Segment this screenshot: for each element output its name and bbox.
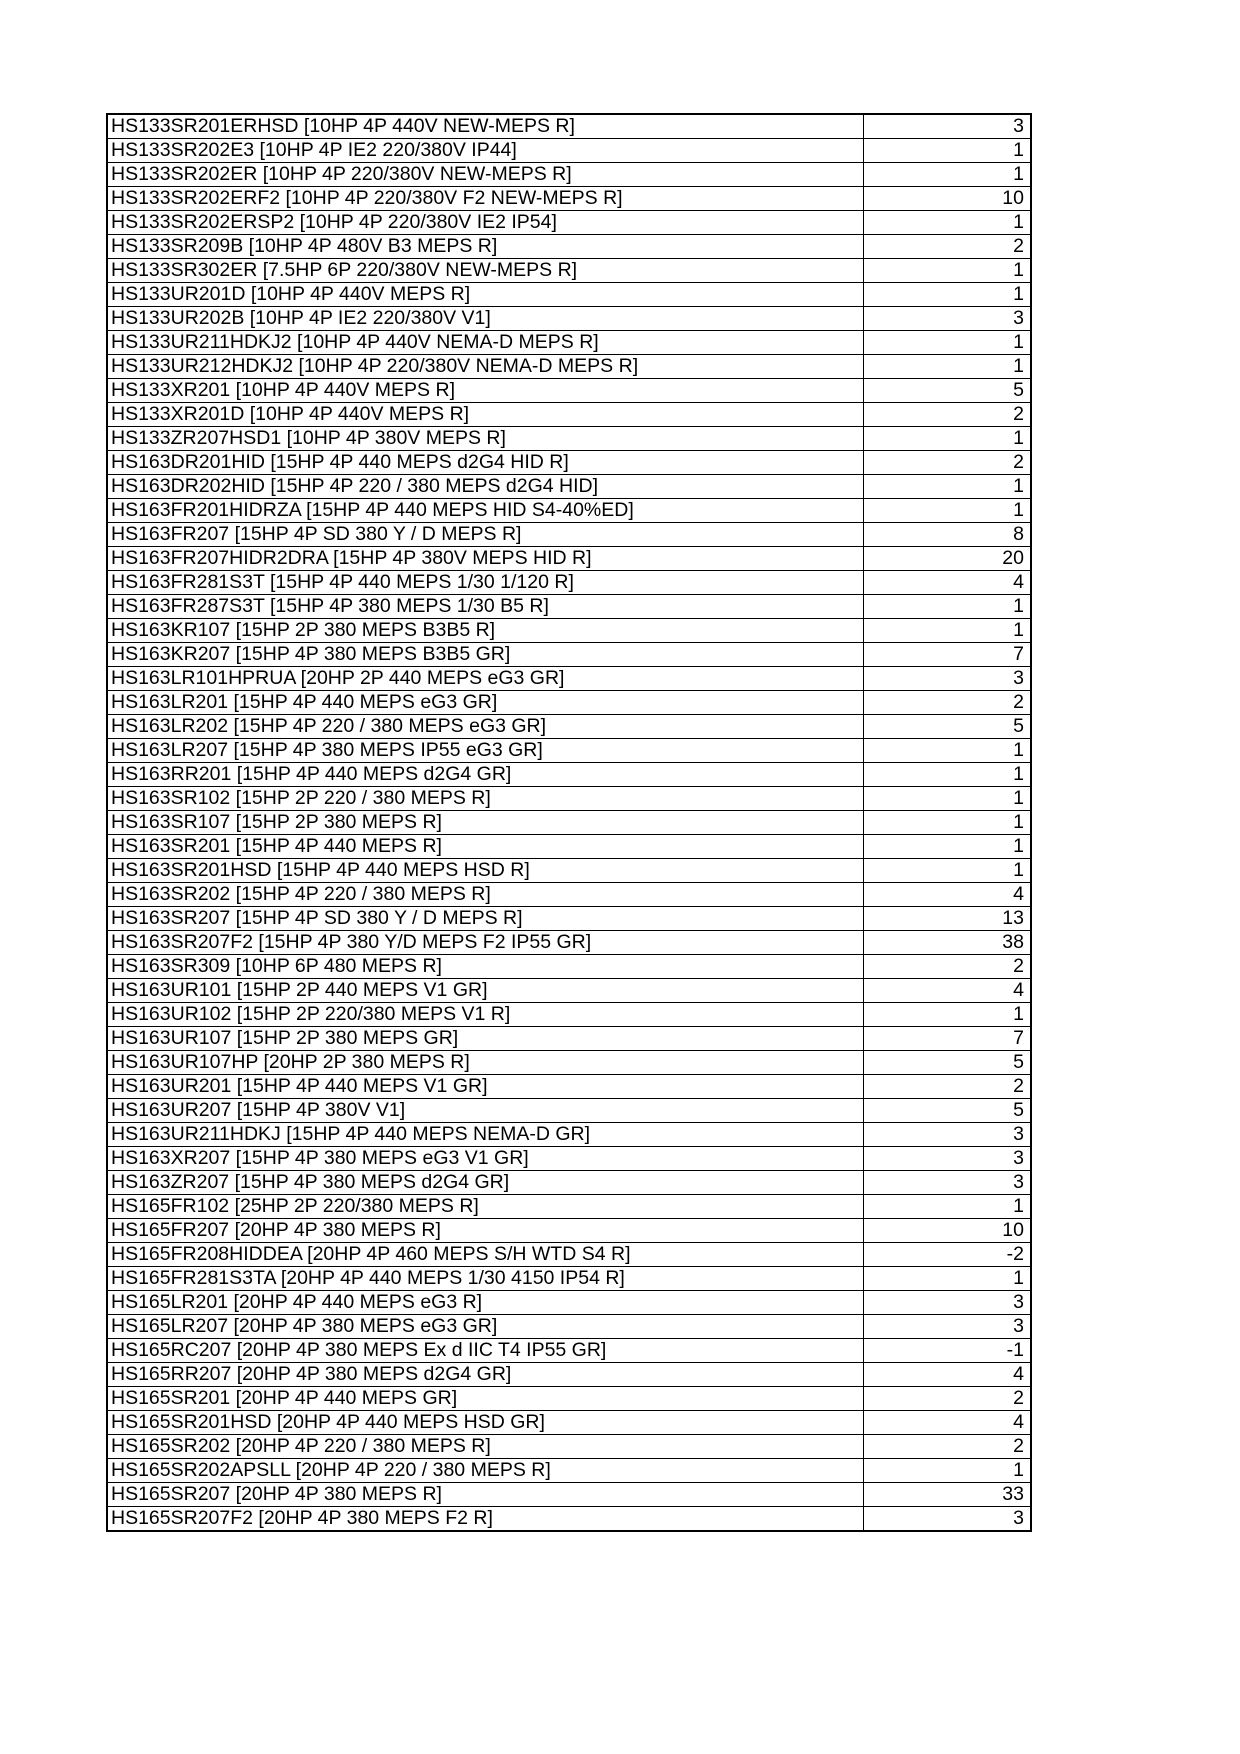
product-description-cell: HS163LR207 [15HP 4P 380 MEPS IP55 eG3 GR] <box>107 739 863 763</box>
table-row <box>107 667 1031 691</box>
inventory-table <box>106 113 1032 1532</box>
table-row <box>107 283 1031 307</box>
table-row <box>107 1243 1031 1267</box>
product-description-cell: HS133SR201ERHSD [10HP 4P 440V NEW-MEPS R] <box>107 114 863 139</box>
quantity-cell: 3 <box>863 1123 1031 1147</box>
product-description-cell: HS163RR201 [15HP 4P 440 MEPS d2G4 GR] <box>107 763 863 787</box>
product-description-cell: HS165FR208HIDDEA [20HP 4P 460 MEPS S/H WTD S4 R] <box>107 1243 863 1267</box>
table-row <box>107 571 1031 595</box>
product-description-cell: HS133UR202B [10HP 4P IE2 220/380V V1] <box>107 307 863 331</box>
product-description-cell: HS163UR107HP [20HP 2P 380 MEPS R] <box>107 1051 863 1075</box>
table-row <box>107 1411 1031 1435</box>
quantity-cell: 38 <box>863 931 1031 955</box>
table-row <box>107 1027 1031 1051</box>
product-description-cell: HS165SR207 [20HP 4P 380 MEPS R] <box>107 1483 863 1507</box>
quantity-cell: 3 <box>863 114 1031 139</box>
product-description-cell: HS163KR107 [15HP 2P 380 MEPS B3B5 R] <box>107 619 863 643</box>
quantity-cell: 5 <box>863 1051 1031 1075</box>
product-description-cell: HS133SR302ER [7.5HP 6P 220/380V NEW-MEPS R] <box>107 259 863 283</box>
quantity-cell: 4 <box>863 883 1031 907</box>
quantity-cell: 1 <box>863 475 1031 499</box>
table-row <box>107 1459 1031 1483</box>
inventory-table-body <box>107 114 1031 1531</box>
table-row <box>107 403 1031 427</box>
quantity-cell: 4 <box>863 571 1031 595</box>
quantity-cell: 5 <box>863 1099 1031 1123</box>
quantity-cell: 1 <box>863 163 1031 187</box>
product-description-cell: HS165SR201 [20HP 4P 440 MEPS GR] <box>107 1387 863 1411</box>
product-description-cell: HS163XR207 [15HP 4P 380 MEPS eG3 V1 GR] <box>107 1147 863 1171</box>
product-description-cell: HS163SR309 [10HP 6P 480 MEPS R] <box>107 955 863 979</box>
product-description-cell: HS163SR207F2 [15HP 4P 380 Y/D MEPS F2 IP55 GR] <box>107 931 863 955</box>
table-row <box>107 499 1031 523</box>
quantity-cell: 2 <box>863 1435 1031 1459</box>
quantity-cell: 10 <box>863 187 1031 211</box>
table-row <box>107 235 1031 259</box>
quantity-cell: 1 <box>863 355 1031 379</box>
product-description-cell: HS163SR102 [15HP 2P 220 / 380 MEPS R] <box>107 787 863 811</box>
product-description-cell: HS133UR212HDKJ2 [10HP 4P 220/380V NEMA-D MEPS R] <box>107 355 863 379</box>
product-description-cell: HS165SR207F2 [20HP 4P 380 MEPS F2 R] <box>107 1507 863 1532</box>
quantity-cell: 2 <box>863 451 1031 475</box>
table-row <box>107 211 1031 235</box>
product-description-cell: HS165LR201 [20HP 4P 440 MEPS eG3 R] <box>107 1291 863 1315</box>
quantity-cell: 7 <box>863 643 1031 667</box>
product-description-cell: HS163SR107 [15HP 2P 380 MEPS R] <box>107 811 863 835</box>
quantity-cell: 1 <box>863 139 1031 163</box>
table-row <box>107 1315 1031 1339</box>
product-description-cell: HS163ZR207 [15HP 4P 380 MEPS d2G4 GR] <box>107 1171 863 1195</box>
quantity-cell: 13 <box>863 907 1031 931</box>
table-row <box>107 1339 1031 1363</box>
product-description-cell: HS163DR201HID [15HP 4P 440 MEPS d2G4 HID R] <box>107 451 863 475</box>
table-row <box>107 475 1031 499</box>
quantity-cell: 1 <box>863 739 1031 763</box>
table-row <box>107 811 1031 835</box>
table-row <box>107 691 1031 715</box>
product-description-cell: HS133UR211HDKJ2 [10HP 4P 440V NEMA-D MEPS R] <box>107 331 863 355</box>
product-description-cell: HS165SR201HSD [20HP 4P 440 MEPS HSD GR] <box>107 1411 863 1435</box>
product-description-cell: HS163DR202HID [15HP 4P 220 / 380 MEPS d2G4 HID] <box>107 475 863 499</box>
product-description-cell: HS163FR201HIDRZA [15HP 4P 440 MEPS HID S4-40%ED] <box>107 499 863 523</box>
quantity-cell: 3 <box>863 1171 1031 1195</box>
table-row <box>107 451 1031 475</box>
quantity-cell: 3 <box>863 1507 1031 1532</box>
table-row <box>107 955 1031 979</box>
product-description-cell: HS163UR201 [15HP 4P 440 MEPS V1 GR] <box>107 1075 863 1099</box>
quantity-cell: 3 <box>863 1315 1031 1339</box>
quantity-cell: 10 <box>863 1219 1031 1243</box>
product-description-cell: HS133XR201D [10HP 4P 440V MEPS R] <box>107 403 863 427</box>
table-row <box>107 619 1031 643</box>
table-row <box>107 379 1031 403</box>
product-description-cell: HS163LR101HPRUA [20HP 2P 440 MEPS eG3 GR] <box>107 667 863 691</box>
quantity-cell: 3 <box>863 1291 1031 1315</box>
table-row <box>107 163 1031 187</box>
product-description-cell: HS163FR207HIDR2DRA [15HP 4P 380V MEPS HID R] <box>107 547 863 571</box>
table-row <box>107 931 1031 955</box>
product-description-cell: HS163LR201 [15HP 4P 440 MEPS eG3 GR] <box>107 691 863 715</box>
product-description-cell: HS165RC207 [20HP 4P 380 MEPS Ex d IIC T4 IP55 GR] <box>107 1339 863 1363</box>
product-description-cell: HS165FR102 [25HP 2P 220/380 MEPS R] <box>107 1195 863 1219</box>
table-row <box>107 1075 1031 1099</box>
product-description-cell: HS165SR202APSLL [20HP 4P 220 / 380 MEPS R] <box>107 1459 863 1483</box>
table-row <box>107 835 1031 859</box>
product-description-cell: HS163FR281S3T [15HP 4P 440 MEPS 1/30 1/120 R] <box>107 571 863 595</box>
table-row <box>107 1291 1031 1315</box>
table-row <box>107 1507 1031 1532</box>
product-description-cell: HS133UR201D [10HP 4P 440V MEPS R] <box>107 283 863 307</box>
product-description-cell: HS133XR201 [10HP 4P 440V MEPS R] <box>107 379 863 403</box>
quantity-cell: 1 <box>863 1459 1031 1483</box>
quantity-cell: 2 <box>863 235 1031 259</box>
table-row <box>107 1099 1031 1123</box>
product-description-cell: HS163SR201 [15HP 4P 440 MEPS R] <box>107 835 863 859</box>
table-row <box>107 763 1031 787</box>
quantity-cell: -2 <box>863 1243 1031 1267</box>
product-description-cell: HS163KR207 [15HP 4P 380 MEPS B3B5 GR] <box>107 643 863 667</box>
quantity-cell: 1 <box>863 1195 1031 1219</box>
product-description-cell: HS163UR107 [15HP 2P 380 MEPS GR] <box>107 1027 863 1051</box>
quantity-cell: 1 <box>863 619 1031 643</box>
product-description-cell: HS163FR207 [15HP 4P SD 380 Y / D MEPS R] <box>107 523 863 547</box>
table-row <box>107 307 1031 331</box>
table-row <box>107 139 1031 163</box>
quantity-cell: 1 <box>863 283 1031 307</box>
product-description-cell: HS165FR281S3TA [20HP 4P 440 MEPS 1/30 4150 IP54 R] <box>107 1267 863 1291</box>
quantity-cell: 1 <box>863 259 1031 283</box>
quantity-cell: 5 <box>863 715 1031 739</box>
table-row <box>107 883 1031 907</box>
quantity-cell: 8 <box>863 523 1031 547</box>
quantity-cell: 1 <box>863 499 1031 523</box>
quantity-cell: 1 <box>863 427 1031 451</box>
quantity-cell: 2 <box>863 1075 1031 1099</box>
quantity-cell: 1 <box>863 811 1031 835</box>
table-row <box>107 259 1031 283</box>
table-row <box>107 114 1031 139</box>
table-row <box>107 1387 1031 1411</box>
product-description-cell: HS133SR202ERSP2 [10HP 4P 220/380V IE2 IP54] <box>107 211 863 235</box>
product-description-cell: HS163SR207 [15HP 4P SD 380 Y / D MEPS R] <box>107 907 863 931</box>
quantity-cell: 2 <box>863 403 1031 427</box>
quantity-cell: 1 <box>863 859 1031 883</box>
table-row <box>107 427 1031 451</box>
product-description-cell: HS163SR201HSD [15HP 4P 440 MEPS HSD R] <box>107 859 863 883</box>
quantity-cell: 4 <box>863 1411 1031 1435</box>
product-description-cell: HS165RR207 [20HP 4P 380 MEPS d2G4 GR] <box>107 1363 863 1387</box>
quantity-cell: 1 <box>863 1003 1031 1027</box>
table-row <box>107 643 1031 667</box>
table-row <box>107 1483 1031 1507</box>
table-row <box>107 739 1031 763</box>
table-row <box>107 1195 1031 1219</box>
product-description-cell: HS133SR202ERF2 [10HP 4P 220/380V F2 NEW-MEPS R] <box>107 187 863 211</box>
table-row <box>107 1219 1031 1243</box>
quantity-cell: 1 <box>863 1267 1031 1291</box>
table-row <box>107 1171 1031 1195</box>
product-description-cell: HS133SR202ER [10HP 4P 220/380V NEW-MEPS R] <box>107 163 863 187</box>
quantity-cell: 2 <box>863 691 1031 715</box>
product-description-cell: HS163UR101 [15HP 2P 440 MEPS V1 GR] <box>107 979 863 1003</box>
table-row <box>107 1147 1031 1171</box>
quantity-cell: 33 <box>863 1483 1031 1507</box>
quantity-cell: 2 <box>863 955 1031 979</box>
quantity-cell: 1 <box>863 787 1031 811</box>
table-row <box>107 979 1031 1003</box>
quantity-cell: 3 <box>863 667 1031 691</box>
product-description-cell: HS133ZR207HSD1 [10HP 4P 380V MEPS R] <box>107 427 863 451</box>
table-row <box>107 787 1031 811</box>
table-row <box>107 1123 1031 1147</box>
quantity-cell: 3 <box>863 307 1031 331</box>
product-description-cell: HS133SR202E3 [10HP 4P IE2 220/380V IP44] <box>107 139 863 163</box>
quantity-cell: 7 <box>863 1027 1031 1051</box>
table-row <box>107 1051 1031 1075</box>
table-row <box>107 331 1031 355</box>
table-row <box>107 859 1031 883</box>
table-row <box>107 1003 1031 1027</box>
product-description-cell: HS163UR207 [15HP 4P 380V V1] <box>107 1099 863 1123</box>
product-description-cell: HS163UR211HDKJ [15HP 4P 440 MEPS NEMA-D GR] <box>107 1123 863 1147</box>
table-row <box>107 523 1031 547</box>
quantity-cell: 1 <box>863 763 1031 787</box>
product-description-cell: HS165SR202 [20HP 4P 220 / 380 MEPS R] <box>107 1435 863 1459</box>
quantity-cell: 1 <box>863 331 1031 355</box>
table-row <box>107 547 1031 571</box>
table-row <box>107 907 1031 931</box>
table-row <box>107 355 1031 379</box>
quantity-cell: 4 <box>863 1363 1031 1387</box>
product-description-cell: HS163LR202 [15HP 4P 220 / 380 MEPS eG3 GR] <box>107 715 863 739</box>
table-row <box>107 1435 1031 1459</box>
table-row <box>107 1267 1031 1291</box>
quantity-cell: 4 <box>863 979 1031 1003</box>
product-description-cell: HS163SR202 [15HP 4P 220 / 380 MEPS R] <box>107 883 863 907</box>
quantity-cell: -1 <box>863 1339 1031 1363</box>
product-description-cell: HS163UR102 [15HP 2P 220/380 MEPS V1 R] <box>107 1003 863 1027</box>
quantity-cell: 2 <box>863 1387 1031 1411</box>
product-description-cell: HS165FR207 [20HP 4P 380 MEPS R] <box>107 1219 863 1243</box>
quantity-cell: 1 <box>863 211 1031 235</box>
product-description-cell: HS133SR209B [10HP 4P 480V B3 MEPS R] <box>107 235 863 259</box>
table-row <box>107 715 1031 739</box>
table-row <box>107 1363 1031 1387</box>
table-row <box>107 595 1031 619</box>
quantity-cell: 20 <box>863 547 1031 571</box>
quantity-cell: 1 <box>863 595 1031 619</box>
table-row <box>107 187 1031 211</box>
product-description-cell: HS165LR207 [20HP 4P 380 MEPS eG3 GR] <box>107 1315 863 1339</box>
quantity-cell: 3 <box>863 1147 1031 1171</box>
quantity-cell: 1 <box>863 835 1031 859</box>
product-description-cell: HS163FR287S3T [15HP 4P 380 MEPS 1/30 B5 R] <box>107 595 863 619</box>
quantity-cell: 5 <box>863 379 1031 403</box>
